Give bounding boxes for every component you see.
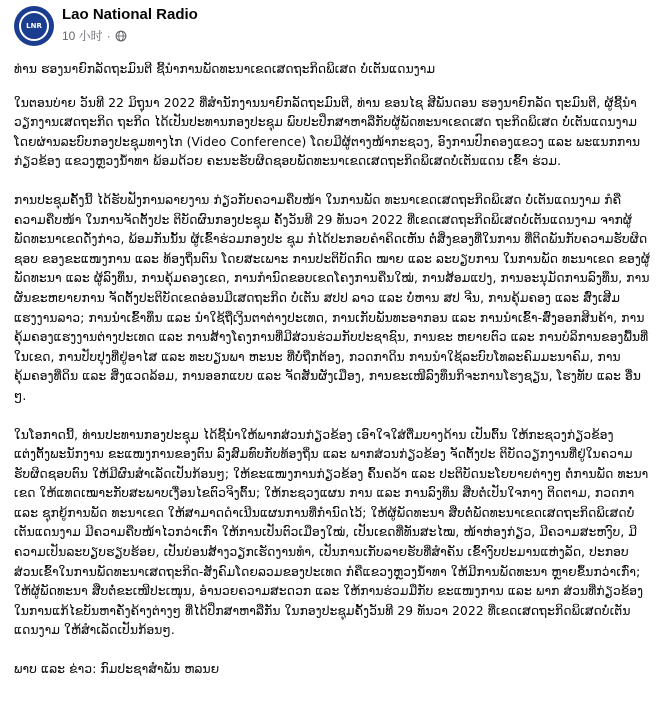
- post-header: [14, 0, 652, 60]
- post-paragraph-1: ໃນຕອນບ່າຍ ວັນທີ 22 ມິຖຸນາ 2022 ທີ່ສຳນັກງານນາຍົກລັດຖະມົນຕີ, ທ່ານ ຂອນໄຊ ສີພັນດອນ ຮອງນາຍົກລັດ ຖະມົນຕີ, ຜູ້ຊີ້ນຳວຽກງານເສດຖະກິດ ຖະກິດ ໄດ້ເປັນປະທານກອງປະຊຸມ ພົບປະປຶກສາຫາລືກັບຜູ້ພັດທະນາເຂດເສດ ຖະກິດພິເສດ ບໍ່ເຕັນແດນງາມ ໂດຍຜ່ານລະບົບກອງປະຊຸມທາງໄກ (Video Conference) ໂດຍມີຜູ້ຕາງໜ້າກະຊວງ, ອົງການປົກຄອງແຂວງ ແລະ ພະແນກການກ່ຽວຂ້ອງ ແຂວງຫຼວງນ້ຳທາ ພ້ອມດ້ວຍ ຄະນະຮັບຜິດຊອບພັດທະນາເຂດເສດຖະກິດພິເສດບໍ່ເຕັນແດນ ເຂົ້າ ຮ່ວມ.: [14, 95, 641, 169]
- globe-icon: [115, 30, 127, 42]
- post-headline: ທ່ານ ຮອງນາຍົກລັດຖະມົນຕີ ຊີ້ນຳການພັດທະນາເຂດເສດຖະກິດພິເສດ ບໍ່ເຕັນແດນງາມ: [14, 62, 436, 76]
- post-paragraph-3: ໃນໂອກາດນີ້, ທ່ານປະທານກອງປະຊຸມ ໄດ້ຊີ້ນຳໃຫ້ພາກສ່ວນກ່ຽວຂ້ອງ ເອົາໃຈໃສ່ຕື່ມບາງດ້ານ ເປັນຕົ້ນ ໃຫ້ກະຊວງກ່ຽວຂ້ອງ ແຕ່ງຕັ້ງພະນັກງານ ຂະແໜງການຂອງຕົນ ລົງສົມທົບກັບທ້ອງຖິ່ນ ແລະ ພາກສ່ວນກ່ຽວຂ້ອງ ຈັດຕັ້ງປະ ຕິບັດວຽກງານທີ່ຢູ່ໃນຄວາມຮັບຜິດຊອບຕົນ ໃຫ້ມີຜົນສຳເລັດເປັນກ້ອນໆ; ໃຫ້ຂະແໜງການກ່ຽວຂ້ອງ ຄົ້ນຄວ້າ ແລະ ປະຕິບັດນະໂຍບາຍຕ່າງໆ ຕໍ່ການພັດ ທະນາເຂດ ໃຫ້ແທດເໝາະກັບສະພາບເງື່ອນໄຂຕົວຈິງຕົ້ນ; ໃຫ້ກະຊວງແຜນ ການ ແລະ ການລົງທຶນ ສືບຕໍ່ເປັນໃຈກາງ ຕິດຕາມ, ກວດກາ ແລະ ຊຸກຍູ້ການພັດ ທະນາເຂດ ໃຫ້ສາມາດດຳເນີນແຜນການທີ່ກຳນົດໄວ້; ໃຫ້ຜູ້ພັດທະນາ ສືບຕໍ່ພັດທະນາເຂດເສດຖະກິດພິເສດບໍ່ເຕັນແດນງາມ ມີຄວາມຄືບໜ້າໄວກວ່າເກົ່າ ໃຫ້ການເປັນຕົວເມືອງໃໝ່, ເປັນເຂດທີ່ທັນສະໄໝ, ໜ້າຫ່ອງກ່ຽວ, ມີຄວາມສະຫງົບ, ມີຄວາມເປັນລະບຽບຮຽບຮ້ອຍ, ເປັນບ່ອນສ້າງວຽກເຮັດງານທຳ, ເປັນການເກັບລາຍຮັບທີ່ສຳຄັນ ເຂົ້າງົບປະມານແຫ່ງລັດ, ປະກອບສ່ວນເຂົ້າໃນການພັດທະນາເສດຖະກິດ-ສັງຄົມໂດຍລວມຂອງປະເທດ ກໍຄືແຂວງຫຼວງນ້ຳທາ ໃຫ້ມີການພັດທະນາ ຫຼາຍຂຶ້ນກວ່າເກົ່າ; ໃຫ້ຜູ້ພັດທະນາ ສືບຕໍ່ຂະເໜີປະເໜຸນ, ອຳນວຍຄວາມສະດວກ ແລະ ໃຫ້ການຮ່ວມມືກັບ ຂະແໜງການ ແລະ ພາກ ສ່ວນທີ່ກ່ຽວຂ້ອງ ໃນການແກ້ໄຂບັນຫາຄັ່ງຄ້າງຕ່າງໆ ທີ່ໄດ້ປຶກສາຫາລືກັນ ໃນກອງປະຊຸມຄັ້ງວັນທີ 29 ທັນວາ 2022 ທີ່ເຂດເສດຖະກິດພິເສດບໍ່ເຕັນແດນງາມ ໃຫ້ສຳເລັດເປັນກ້ອນໆ.: [14, 427, 649, 638]
- post-content: [14, 60, 652, 680]
- page-name-link[interactable]: Lao National Radio: [62, 6, 198, 23]
- post-timestamp[interactable]: 10 小时: [62, 29, 103, 43]
- post-credit: ພາບ ແລະ ຂ່າວ: ກົມປະຊາສຳພັນ ຫລນຍ: [14, 662, 220, 677]
- lnr-logo-icon: LNR: [19, 11, 49, 41]
- post-meta: [62, 4, 198, 44]
- avatar[interactable]: [14, 6, 54, 46]
- separator-dot: ·: [106, 28, 111, 43]
- post-paragraph-2: ການປະຊຸມຄັ້ງນີ້ ໄດ້ຮັບຟັງການລາຍງານ ກ່ຽວກັບຄວາມຄືບໜ້າ ໃນການພັດ ທະນາເຂດເສດຖະກິດພິເສດ ບໍ່ເຕັນແດນງາມ ກໍຄືຄວາມຄືບໜ້າ ໃນການຈັດຕັ້ງປະ ຕິບັດຜົນກອງປະຊຸມ ຄັ້ງວັນທີ 29 ທັນວາ 2022 ທີ່ເຂດເສດຖະກິດພິເສດບໍ່ເຕັນແດນງາມ ຈາກຜູ້ພັດທະນາເຂດດັ່ງກ່າວ, ພ້ອມກັນນັ້ນ ຜູ້ເຂົ້າຮ່ວມກອງປະ ຊຸມ ກໍໄດ້ປະກອບຄຳຄິດເຫັນ ຕໍ່ສິ່ງຂອງທີ່ໃນການ ທີ່ຕິດພັນກັບຄວາມຮັບຜິດ ຊອບ ຂອງຂະແໜງການ ແລະ ທ້ອງຖິ່ນຕົນ ໂດຍສະເພາະ ການປະຕິບັດກົດ ໝາຍ ແລະ ລະບຽບການ ໃນການພັດ ທະນາເຂດ ຂອງຜູ້ພັດທະນາ ແລະ ຜູ້ລົງທຶນ, ການຄຸ້ມຄອງເຂດ, ການກຳນົດຂອບເຂດໂຄງການຄືນໃໝ່, ການສ້ອມແປງ, ການອະນຸມັດການລົງທຶນ, ການຜັນຂະຫຍາຍການ ຈັດຕັ້ງປະຕິບັດເຂດອ່ອນມີເສດຖະກິດ ບໍ່ເຕັນ ສປປ ລາວ ແລະ ບໍ່ຫານ ສປ ຈີນ, ການຄຸ້ມຄອງ ແລະ ສົ່ງເສີມແຮງງານລາວ; ການນຳເຂົ້າທຶນ ແລະ ນຳໃຊ້ຖືເງິນຕາຕ່າງປະເທດ, ການເກັບພັນທະອາກອນ ແລະ ການນຳເຂົ້າ-ສົ່ງອອກສິນຄ້າ, ການຄຸ້ມຄອງແຮງງານຕ່າງປະເທດ ແລະ ການສ້າງໂຄງການທີ່ມີສ່ວນຮ່ວມກັບປະຊາຊົນ, ການຂະ ຫຍາຍຕົວ ແລະ ການບໍລິການຂອງພື້ນທີ່ ໃນເຂດ, ການປັບປຸງທີ່ຢູ່ອາໄສ ແລະ ທະບຽນພາ ຫະນະ ທີ່ບໍ່ຖືກຕ້ອງ, ກວດກາດິນ ການນຳໃຊ້ລະບົບໂທລະຄົມມະນາຄົມ, ການຄຸ້ມຄອງທີ່ດິນ ແລະ ສິ່ງແວດລ້ອມ, ການອອກແບບ ແລະ ຈັດສັນຜັງເມືອງ, ການຂະເໜີລົງທຶນກິຈະການໂຮງຊຽນ, ໂຮງທັບ ແລະ ອື່ນໆ.: [14, 192, 651, 403]
- post-subline: [62, 27, 198, 44]
